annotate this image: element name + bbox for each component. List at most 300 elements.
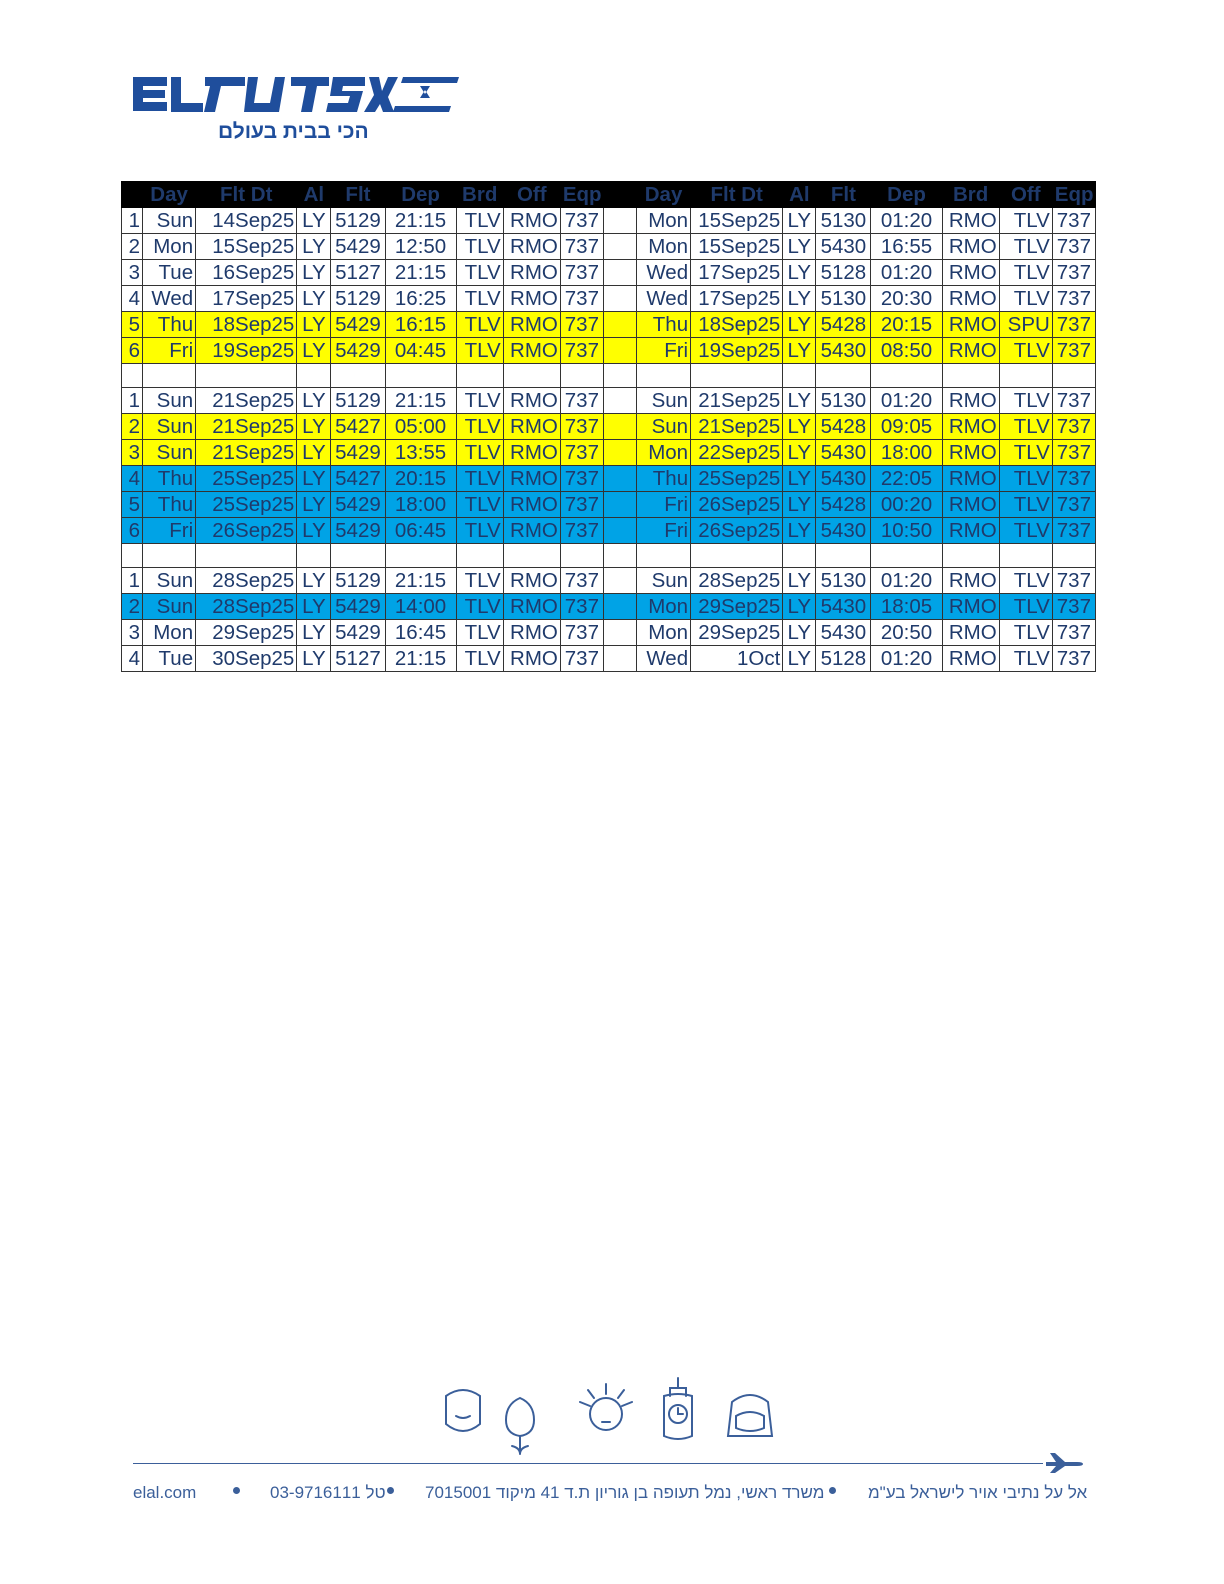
row-index: 1 (122, 208, 143, 234)
table-row (122, 208, 1096, 234)
table-cell: RMO (503, 388, 560, 414)
table-cell: Sun (636, 388, 690, 414)
table-cell: 18:00 (871, 440, 942, 466)
gap-cell (603, 544, 636, 568)
table-cell: 5128 (816, 260, 871, 286)
header-cell: Brd (942, 182, 999, 208)
airplane-icon (1044, 1451, 1086, 1473)
table-cell: RMO (503, 260, 560, 286)
table-cell: Sun (143, 388, 196, 414)
header-cell: Eqp (560, 182, 603, 208)
table-cell: LY (297, 466, 331, 492)
table-cell: LY (783, 440, 816, 466)
row-index: 4 (122, 466, 143, 492)
table-cell (560, 364, 603, 388)
header-cell: Al (297, 182, 331, 208)
table-cell (331, 364, 385, 388)
footer-divider (133, 1463, 1043, 1464)
row-index: 6 (122, 338, 143, 364)
table-cell: 5429 (331, 518, 385, 544)
table-cell: RMO (503, 440, 560, 466)
table-cell: TLV (456, 208, 503, 234)
separator-dot (387, 1487, 394, 1494)
table-cell: 21:15 (385, 208, 456, 234)
table-cell: 21Sep25 (196, 440, 297, 466)
table-cell: TLV (999, 568, 1052, 594)
table-cell: LY (297, 492, 331, 518)
table-row (122, 234, 1096, 260)
table-cell: 26Sep25 (691, 492, 783, 518)
city-icons (440, 1372, 780, 1456)
table-cell: RMO (503, 646, 560, 672)
table-cell: LY (297, 286, 331, 312)
table-cell: 01:20 (871, 260, 942, 286)
table-cell: RMO (942, 646, 999, 672)
table-cell: RMO (942, 388, 999, 414)
table-cell: RMO (942, 260, 999, 286)
row-index: 3 (122, 620, 143, 646)
table-cell: LY (297, 646, 331, 672)
table-cell: 21Sep25 (691, 414, 783, 440)
hat-face-icon (446, 1390, 480, 1431)
table-cell: TLV (456, 646, 503, 672)
table-cell: 01:20 (871, 388, 942, 414)
table-cell: Mon (143, 620, 196, 646)
table-cell: 25Sep25 (196, 492, 297, 518)
table-cell: Tue (143, 260, 196, 286)
row-index: 3 (122, 260, 143, 286)
table-cell: RMO (503, 466, 560, 492)
table-cell: RMO (503, 414, 560, 440)
table-cell: Sun (636, 568, 690, 594)
table-cell: TLV (999, 414, 1052, 440)
table-cell: 10:50 (871, 518, 942, 544)
table-cell (871, 364, 942, 388)
table-cell: 18:00 (385, 492, 456, 518)
table-cell: TLV (999, 388, 1052, 414)
header-cell: Flt (331, 182, 385, 208)
table-cell: LY (783, 568, 816, 594)
table-cell: LY (297, 620, 331, 646)
header-cell: Flt Dt (691, 182, 783, 208)
table-cell: 5129 (331, 388, 385, 414)
gap-cell (603, 312, 636, 338)
table-cell: 21Sep25 (196, 414, 297, 440)
table-cell: TLV (456, 568, 503, 594)
table-cell: 15Sep25 (196, 234, 297, 260)
table-cell: 737 (560, 286, 603, 312)
table-cell: 5130 (816, 208, 871, 234)
table-cell: 20:50 (871, 620, 942, 646)
table-cell: LY (783, 234, 816, 260)
table-cell: 5129 (331, 286, 385, 312)
table-cell: LY (783, 286, 816, 312)
table-cell: 737 (560, 518, 603, 544)
table-row (122, 286, 1096, 312)
table-cell: 29Sep25 (691, 594, 783, 620)
table-cell: Thu (636, 312, 690, 338)
table-cell: Tue (143, 646, 196, 672)
table-cell: TLV (456, 466, 503, 492)
table-cell (999, 544, 1052, 568)
table-cell (691, 544, 783, 568)
table-cell: LY (297, 414, 331, 440)
table-cell (196, 364, 297, 388)
table-cell: LY (783, 338, 816, 364)
table-cell: 01:20 (871, 208, 942, 234)
table-cell: LY (297, 234, 331, 260)
table-cell: Sun (143, 440, 196, 466)
table-cell: TLV (999, 646, 1052, 672)
table-cell: 737 (560, 620, 603, 646)
header-gap (603, 182, 636, 208)
table-cell: 04:45 (385, 338, 456, 364)
table-cell: 737 (560, 646, 603, 672)
table-cell: RMO (503, 286, 560, 312)
statue-liberty-icon (580, 1384, 632, 1430)
table-cell: LY (297, 260, 331, 286)
table-cell: 737 (1052, 594, 1095, 620)
table-cell: LY (297, 338, 331, 364)
table-cell: 737 (1052, 286, 1095, 312)
table-cell: RMO (942, 466, 999, 492)
table-cell: 16Sep25 (196, 260, 297, 286)
table-cell: LY (783, 312, 816, 338)
table-cell: 06:45 (385, 518, 456, 544)
table-cell: 5428 (816, 414, 871, 440)
table-cell: 737 (560, 338, 603, 364)
table-cell: 5429 (331, 312, 385, 338)
table-cell: Sun (143, 414, 196, 440)
table-cell (636, 364, 690, 388)
table-cell (456, 364, 503, 388)
table-cell: 5429 (331, 620, 385, 646)
table-cell: 5128 (816, 646, 871, 672)
table-cell: TLV (456, 286, 503, 312)
table-cell: Wed (636, 646, 690, 672)
table-cell: 737 (1052, 234, 1095, 260)
table-cell: 29Sep25 (196, 620, 297, 646)
table-cell: LY (297, 312, 331, 338)
table-cell: 737 (1052, 440, 1095, 466)
table-cell: 19Sep25 (196, 338, 297, 364)
row-index (122, 544, 143, 568)
gap-cell (603, 518, 636, 544)
table-cell: TLV (999, 286, 1052, 312)
table-cell (297, 544, 331, 568)
table-header-row (122, 182, 1096, 208)
table-cell: 737 (1052, 492, 1095, 518)
table-row (122, 646, 1096, 672)
table-cell: Thu (143, 492, 196, 518)
separator-dot (233, 1487, 240, 1494)
table-cell: 737 (1052, 466, 1095, 492)
table-cell: 15Sep25 (691, 234, 783, 260)
table-cell: RMO (503, 594, 560, 620)
row-index: 2 (122, 414, 143, 440)
table-cell: 21:15 (385, 260, 456, 286)
table-cell: 737 (560, 568, 603, 594)
header-cell: Off (999, 182, 1052, 208)
table-cell: Fri (143, 338, 196, 364)
table-cell: 5430 (816, 594, 871, 620)
table-cell: LY (783, 208, 816, 234)
table-cell: 16:45 (385, 620, 456, 646)
table-cell: TLV (456, 518, 503, 544)
table-cell: 17Sep25 (691, 286, 783, 312)
gap-cell (603, 466, 636, 492)
header-cell: Flt Dt (196, 182, 297, 208)
row-index: 6 (122, 518, 143, 544)
table-cell: RMO (942, 414, 999, 440)
table-cell (691, 364, 783, 388)
table-cell: TLV (999, 466, 1052, 492)
gap-cell (603, 388, 636, 414)
table-cell: 737 (1052, 568, 1095, 594)
gap-cell (603, 338, 636, 364)
table-cell: TLV (999, 440, 1052, 466)
table-cell: 5129 (331, 568, 385, 594)
table-cell: 09:05 (871, 414, 942, 440)
table-cell: LY (297, 568, 331, 594)
table-row (122, 414, 1096, 440)
website-link[interactable]: elal.com (133, 1483, 197, 1502)
header-cell-index (122, 182, 143, 208)
table-cell: TLV (456, 312, 503, 338)
gap-cell (603, 620, 636, 646)
table-cell: RMO (503, 234, 560, 260)
table-cell: 16:55 (871, 234, 942, 260)
tagline: הכי בבית בעולם (218, 120, 369, 143)
company-name: אל על נתיבי אויר לישראל בע"מ (868, 1483, 1088, 1502)
table-cell: 5427 (331, 466, 385, 492)
table-cell: Fri (143, 518, 196, 544)
tulip-icon (506, 1398, 534, 1454)
header-cell: Flt (816, 182, 871, 208)
row-index: 2 (122, 594, 143, 620)
table-cell (636, 544, 690, 568)
table-row (122, 568, 1096, 594)
header-cell: Off (503, 182, 560, 208)
table-cell: 14:00 (385, 594, 456, 620)
table-cell: 737 (560, 388, 603, 414)
table-cell: 5129 (331, 208, 385, 234)
table-cell: 25Sep25 (196, 466, 297, 492)
row-index: 4 (122, 286, 143, 312)
table-cell: 5429 (331, 440, 385, 466)
gap-cell (603, 440, 636, 466)
table-cell: 18Sep25 (691, 312, 783, 338)
table-cell (143, 544, 196, 568)
header-cell: Dep (871, 182, 942, 208)
table-cell: 737 (560, 312, 603, 338)
table-cell: Mon (636, 594, 690, 620)
table-cell: 5130 (816, 568, 871, 594)
table-cell: RMO (942, 518, 999, 544)
table-cell: Sun (636, 414, 690, 440)
table-cell: 5430 (816, 620, 871, 646)
table-cell: Fri (636, 492, 690, 518)
table-cell: 05:00 (385, 414, 456, 440)
table-cell: TLV (456, 388, 503, 414)
table-cell: 20:15 (871, 312, 942, 338)
spacer-row (122, 364, 1096, 388)
table-cell: 5429 (331, 234, 385, 260)
gap-cell (603, 286, 636, 312)
table-cell (503, 544, 560, 568)
table-cell: Sun (143, 208, 196, 234)
table-cell: 17Sep25 (196, 286, 297, 312)
table-cell: SPU (999, 312, 1052, 338)
table-cell: LY (783, 414, 816, 440)
table-cell: 5427 (331, 414, 385, 440)
table-cell: LY (297, 518, 331, 544)
table-cell: 5127 (331, 646, 385, 672)
header-cell: Dep (385, 182, 456, 208)
table-cell: 737 (560, 492, 603, 518)
table-cell: 737 (1052, 388, 1095, 414)
table-cell: RMO (503, 568, 560, 594)
table-cell: LY (783, 646, 816, 672)
table-cell: 737 (560, 594, 603, 620)
table-cell (297, 364, 331, 388)
table-cell: LY (297, 388, 331, 414)
table-cell: 737 (560, 466, 603, 492)
table-cell: RMO (503, 518, 560, 544)
table-cell: RMO (942, 620, 999, 646)
table-cell: RMO (942, 234, 999, 260)
table-cell: 20:30 (871, 286, 942, 312)
table-cell: 737 (1052, 312, 1095, 338)
table-cell: Fri (636, 338, 690, 364)
table-cell: LY (783, 260, 816, 286)
table-row (122, 466, 1096, 492)
row-index: 3 (122, 440, 143, 466)
table-cell: 5130 (816, 286, 871, 312)
table-cell: 737 (560, 414, 603, 440)
table-cell: 18:05 (871, 594, 942, 620)
table-cell: RMO (503, 620, 560, 646)
table-cell: TLV (999, 620, 1052, 646)
row-index: 5 (122, 312, 143, 338)
table-cell (560, 544, 603, 568)
header-cell: Eqp (1052, 182, 1095, 208)
table-cell: RMO (942, 338, 999, 364)
table-cell: 5428 (816, 312, 871, 338)
header-cell: Day (636, 182, 690, 208)
table-cell: 26Sep25 (691, 518, 783, 544)
table-cell: TLV (456, 414, 503, 440)
table-cell: RMO (942, 440, 999, 466)
table-cell: RMO (503, 492, 560, 518)
elal-wordmark-icon (133, 72, 463, 117)
table-cell: LY (783, 492, 816, 518)
table-cell: 5430 (816, 338, 871, 364)
table-row (122, 312, 1096, 338)
table-cell: TLV (999, 594, 1052, 620)
table-cell: TLV (456, 338, 503, 364)
table-cell: 5428 (816, 492, 871, 518)
table-cell: 14Sep25 (196, 208, 297, 234)
table-cell: 737 (1052, 414, 1095, 440)
table-cell (1052, 364, 1095, 388)
table-cell: 737 (560, 440, 603, 466)
table-row (122, 492, 1096, 518)
table-cell: 737 (560, 208, 603, 234)
table-cell: RMO (942, 208, 999, 234)
table-row (122, 518, 1096, 544)
table-row (122, 260, 1096, 286)
table-cell: TLV (999, 338, 1052, 364)
gap-cell (603, 260, 636, 286)
table-cell: 16:15 (385, 312, 456, 338)
table-cell: Sun (143, 568, 196, 594)
table-body (122, 208, 1096, 672)
table-cell: 737 (1052, 620, 1095, 646)
gap-cell (603, 208, 636, 234)
table-cell: 21Sep25 (196, 388, 297, 414)
table-cell: LY (783, 620, 816, 646)
table-cell: LY (783, 594, 816, 620)
table-cell: 28Sep25 (691, 568, 783, 594)
table-cell: RMO (503, 338, 560, 364)
table-cell: 5430 (816, 440, 871, 466)
gap-cell (603, 414, 636, 440)
table-cell: Thu (143, 466, 196, 492)
table-cell: RMO (942, 286, 999, 312)
gap-cell (603, 364, 636, 388)
table-cell: RMO (942, 568, 999, 594)
table-cell: 737 (1052, 646, 1095, 672)
table-cell: LY (297, 594, 331, 620)
table-cell: 1Oct (691, 646, 783, 672)
table-cell: 21:15 (385, 568, 456, 594)
phone-text: טל 03-9716111 (270, 1483, 386, 1502)
table-cell: 01:20 (871, 568, 942, 594)
table-cell (871, 544, 942, 568)
table-cell: 28Sep25 (196, 568, 297, 594)
table-cell: Mon (636, 440, 690, 466)
table-cell: 00:20 (871, 492, 942, 518)
header-cell: Day (143, 182, 196, 208)
table-cell: 18Sep25 (196, 312, 297, 338)
row-index: 4 (122, 646, 143, 672)
table-cell: TLV (999, 260, 1052, 286)
table-cell: 08:50 (871, 338, 942, 364)
table-cell (783, 544, 816, 568)
table-cell: 737 (1052, 338, 1095, 364)
header-cell: Brd (456, 182, 503, 208)
table-cell: 5430 (816, 466, 871, 492)
table-cell: 28Sep25 (196, 594, 297, 620)
table-cell (456, 544, 503, 568)
flight-schedule-table (121, 181, 1096, 672)
table-row (122, 440, 1096, 466)
table-cell (816, 544, 871, 568)
row-index: 5 (122, 492, 143, 518)
table-cell (143, 364, 196, 388)
table-row (122, 338, 1096, 364)
table-cell: 21:15 (385, 388, 456, 414)
table-row (122, 594, 1096, 620)
table-cell: 5429 (331, 492, 385, 518)
table-cell: Wed (143, 286, 196, 312)
table-cell (999, 364, 1052, 388)
table-cell: 21:15 (385, 646, 456, 672)
table-row (122, 388, 1096, 414)
row-index (122, 364, 143, 388)
table-cell (942, 544, 999, 568)
